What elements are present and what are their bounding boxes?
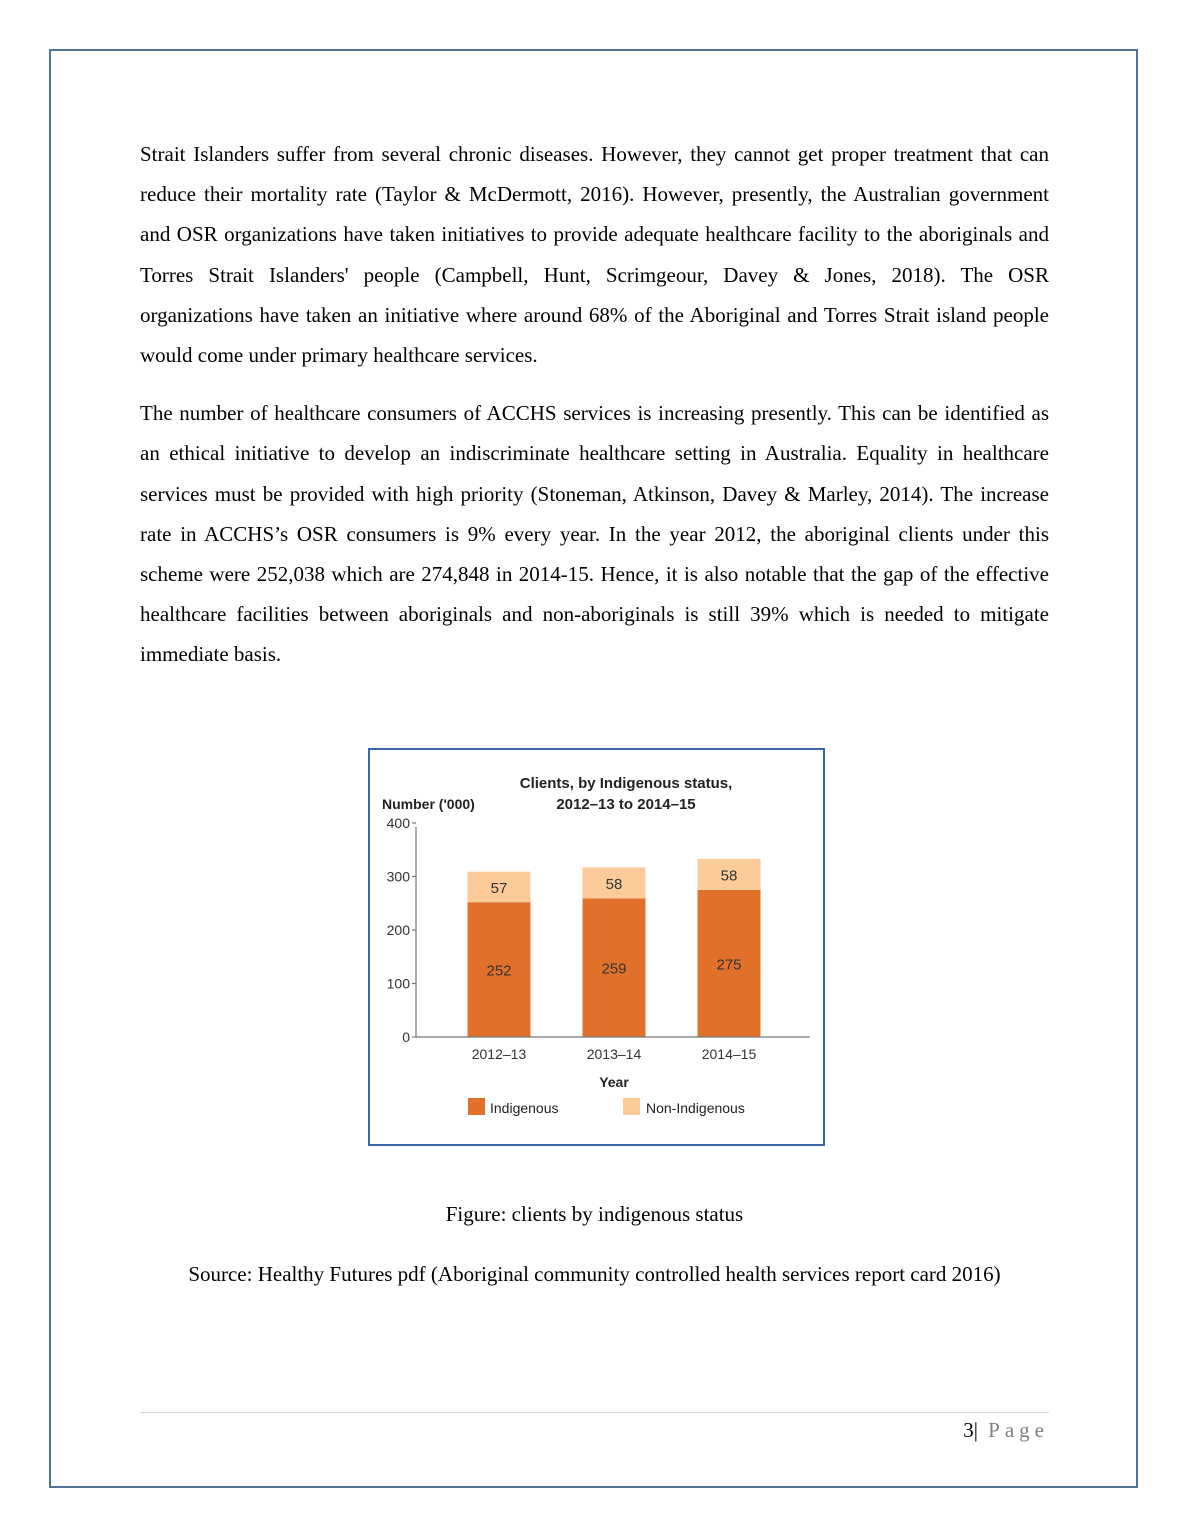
legend-swatch-non-indigenous	[623, 1098, 640, 1115]
x-axis-label: Year	[599, 1074, 629, 1090]
y-tick-label: 100	[386, 975, 410, 992]
figure-caption: Figure: clients by indigenous status	[445, 1202, 744, 1226]
footer-divider	[140, 1412, 1049, 1413]
x-tick-label: 2014–15	[701, 1046, 757, 1062]
paragraph-2: The number of healthcare consumers of ACCHS services is increasing presently. This can be identified as an ethical initiative to develop an indiscriminate healthcare setting in Australia. Equality in healthcare services must be provided with high priority (Stoneman, Atkinson, Davey & Marley, 2014). The increase rate in ACCHS’s OSR consumers is 9% every year. In the year 2012, the aboriginal clients under this scheme were 252,038 which are 274,848 in 2014-15. Hence, it is also notable that the gap of the effective healthcare facilities between aboriginals and non-aboriginals is still 39% which is needed to mitigate immediate basis.	[140, 401, 1049, 667]
page-word: Page	[977, 1418, 1049, 1442]
legend-swatch-indigenous	[468, 1098, 485, 1115]
chart-title-line1: Clients, by Indigenous status,	[519, 775, 733, 792]
bar-value-label: 259	[601, 960, 627, 978]
y-axis-label: Number ('000)	[382, 796, 475, 812]
bar-value-label: 58	[720, 867, 738, 885]
y-tick-label: 400	[386, 815, 410, 831]
chart-figure	[368, 748, 825, 1146]
page-separator: |	[973, 1418, 978, 1442]
bar-value-label: 57	[490, 879, 508, 897]
page-footer	[963, 1418, 1049, 1443]
y-tick-label: 0	[402, 1029, 410, 1045]
bar-value-label: 58	[605, 875, 623, 893]
x-tick-label: 2012–13	[471, 1046, 527, 1062]
page-number: 3	[963, 1418, 974, 1442]
paragraph-1: Strait Islanders suffer from several chronic diseases. However, they cannot get proper treatment that can reduce their mortality rate (Taylor & McDermott, 2016). However, presently, the Australian government and OSR organizations have taken initiatives to provide adequate healthcare facility to the aboriginals and Torres Strait Islanders' people (Campbell, Hunt, Scrimgeour, Davey & Jones, 2018). The OSR organizations have taken an initiative where around 68% of the Aboriginal and Torres Strait island people would come under primary healthcare services.	[140, 142, 1049, 368]
y-tick-label: 200	[386, 922, 410, 938]
bar-value-label: 275	[716, 956, 742, 974]
clients-bar-chart	[370, 750, 823, 1144]
x-tick-label: 2013–14	[586, 1046, 642, 1062]
bar-value-label: 252	[486, 962, 512, 980]
body-text	[140, 134, 1049, 675]
chart-title-line2: 2012–13 to 2014–15	[556, 796, 696, 813]
figure-source: Source: Healthy Futures pdf (Aboriginal community controlled health services report card 2016)	[188, 1262, 1001, 1286]
y-tick-label: 300	[386, 868, 410, 885]
legend-label-indigenous: Indigenous	[490, 1100, 559, 1116]
legend-label-non-indigenous: Non-Indigenous	[646, 1100, 745, 1116]
